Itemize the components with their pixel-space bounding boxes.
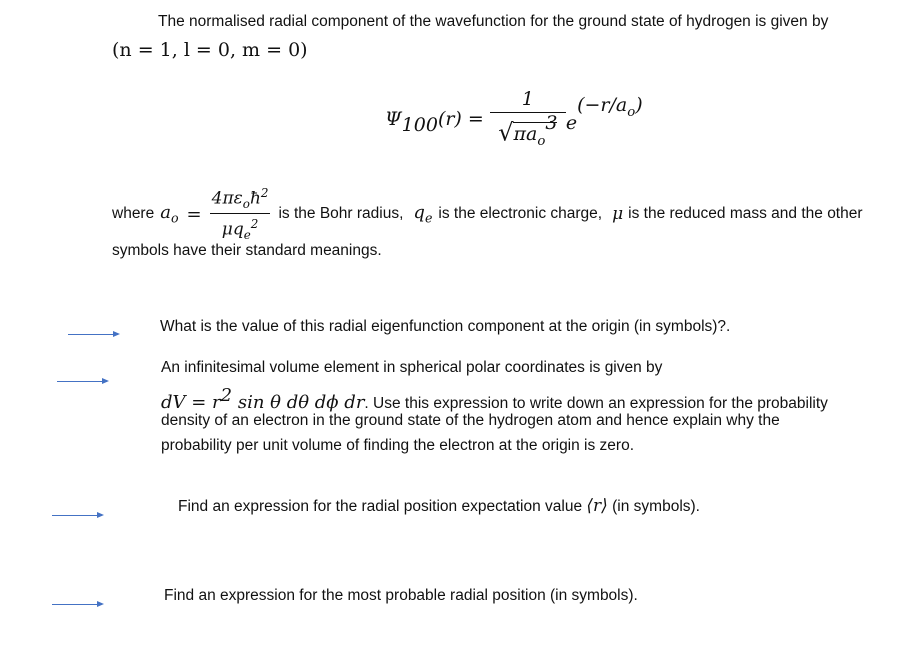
question-2-line-1: An infinitesimal volume element in spherical polar coordinates is given by	[161, 359, 663, 376]
arrow-icon	[52, 515, 102, 516]
definition-text-2: is the electronic charge,	[438, 205, 603, 223]
qe-sub: e	[424, 210, 433, 226]
eq-den-sup: 3	[545, 112, 558, 134]
definition-line-2: symbols have their standard meanings.	[112, 242, 382, 259]
volume-element-rest: sin θ dθ dϕ dr	[232, 392, 365, 413]
volume-element-sup: 2	[220, 385, 233, 406]
question-2-line-2-text: . Use this expression to write down an expression for the probability	[364, 395, 828, 412]
qe-symbol: q	[413, 202, 425, 224]
definition-text-3: is the reduced mass and the other	[628, 205, 863, 223]
arrow-icon	[68, 334, 118, 335]
mu-symbol: μ	[612, 204, 624, 225]
question-3	[178, 496, 700, 516]
eq-lhs-sub: 100	[401, 113, 438, 136]
bohr-num-sup: 2	[260, 186, 269, 200]
definition-text-1: is the Bohr radius,	[278, 205, 404, 223]
bohr-den-sub: e	[243, 228, 251, 243]
question-2-line-4: probability per unit volume of finding the electron at the origin is zero.	[161, 437, 635, 454]
eq-numerator: 1	[490, 88, 566, 113]
bohr-den-sup: 2	[250, 217, 259, 232]
exp-base: e	[565, 111, 578, 134]
a0-sub: o	[170, 210, 179, 226]
expectation-r: ⟨r⟩	[586, 496, 608, 516]
intro-text: The normalised radial component of the wavefunction for the ground state of hydrogen is given by	[158, 13, 829, 30]
where-label: where	[112, 205, 155, 223]
wavefunction-equation	[385, 88, 643, 149]
eq-lhs: Ψ	[385, 107, 402, 130]
arrow-icon	[52, 604, 102, 605]
question-3-text-end: (in symbols).	[607, 498, 700, 515]
bohr-fraction	[210, 186, 271, 242]
question-2-line-2	[161, 385, 828, 413]
exponent-close: )	[635, 93, 643, 116]
hbar: ħ	[249, 188, 261, 209]
bohr-numerator: 4πε	[211, 188, 243, 209]
eq-lhs-arg: (r) =	[437, 107, 484, 130]
eq-den-sub: o	[537, 134, 546, 150]
equals-sign: =	[186, 203, 202, 225]
eq-fraction	[490, 88, 566, 149]
bohr-radius-definition	[112, 186, 863, 242]
sqrt-sign: √	[498, 118, 514, 147]
eq-denominator: πa	[513, 123, 538, 146]
question-2-line-3: density of an electron in the ground state of the hydrogen atom and hence explain why the	[161, 412, 780, 429]
arrow-icon	[57, 381, 107, 382]
volume-element-math: dV = r	[161, 392, 221, 413]
quantum-numbers: (n = 1, l = 0, m = 0)	[112, 39, 308, 61]
bohr-num-sub: o	[242, 197, 250, 212]
question-1: What is the value of this radial eigenfunction component at the origin (in symbols)?.	[160, 318, 731, 335]
question-3-text: Find an expression for the radial position expectation value	[178, 498, 587, 515]
exponent-sub: o	[627, 104, 636, 120]
bohr-denominator: μq	[221, 219, 244, 240]
question-4: Find an expression for the most probable radial position (in symbols).	[164, 587, 638, 604]
exponent: (−r/a	[577, 93, 628, 116]
a0-symbol: a	[160, 202, 171, 224]
